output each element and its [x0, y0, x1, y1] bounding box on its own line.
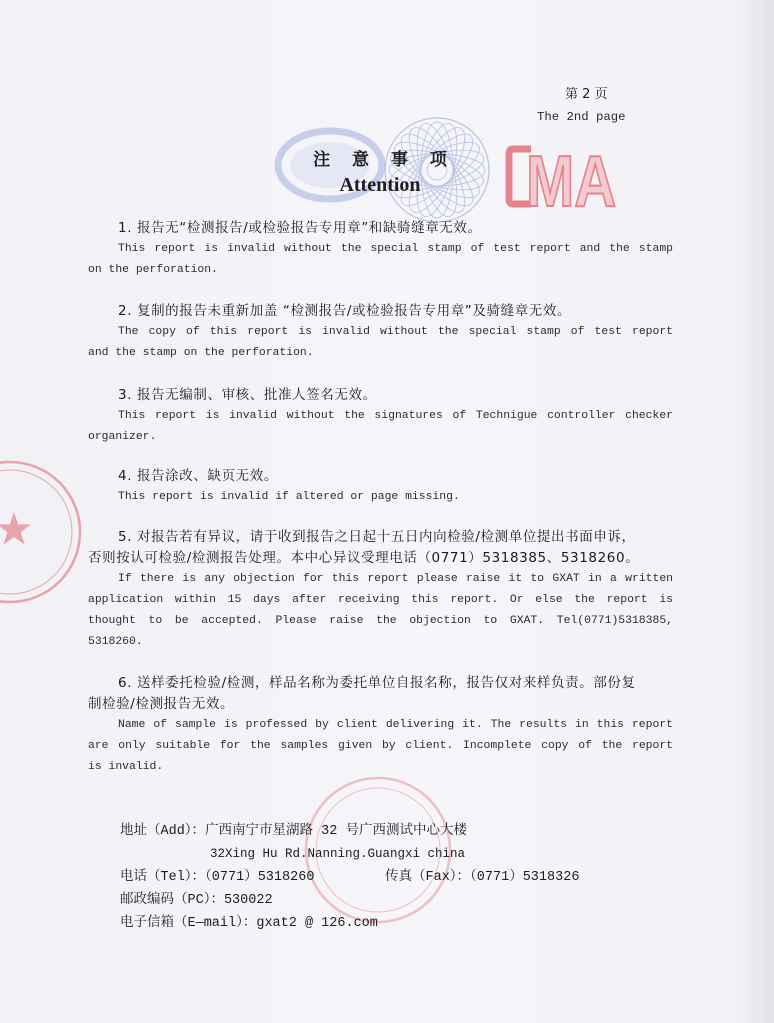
cma-stamp — [509, 141, 616, 222]
postcode: 邮政编码（PC）：530022 — [120, 893, 273, 908]
phone-fax-row — [120, 866, 680, 889]
notice-item-3-en-line-1: This report is invalid without the signatures of Technigue controller checker — [118, 410, 673, 422]
notice-item-6-en-line-3: is invalid. — [88, 761, 164, 773]
notice-item-2-en-line-1: The copy of this report is invalid without the special stamp of test report — [118, 326, 673, 338]
notice-item-5-en-line-3: thought to be accepted. Please raise the objection to GXAT. Tel(0771)5318385, — [88, 615, 673, 627]
address-zh: 地址（Add）：广西南宁市星湖路 32 号广西测试中心大楼 — [120, 824, 467, 839]
notice-item-6-en-line-2: are only suitable for the samples given by client. Incomplete copy of the report — [88, 740, 673, 752]
notice-item-6-zh-line-2: 制检验/检测报告无效。 — [88, 696, 235, 712]
notice-item-4 — [88, 466, 673, 508]
contact-block — [120, 820, 680, 935]
notice-item-2-zh-line-1: 2. 复制的报告未重新加盖 “检测报告/或检验报告专用章”及骑缝章无效。 — [118, 303, 572, 319]
telephone: 电话（Tel）：（0771）5318260 — [120, 870, 315, 885]
notice-item-5-en-line-1: If there is any objection for this report please raise it to GXAT in a written — [118, 573, 673, 585]
notice-item-6-en-line-1: Name of sample is professed by client delivering it. The results in this report — [118, 719, 673, 731]
title-block — [270, 147, 490, 197]
notice-item-5-en-line-2: application within 15 days after receiving this report. Or else the report is — [88, 594, 673, 606]
notice-item-6 — [88, 673, 673, 778]
red-seal-left — [0, 462, 80, 602]
red-seal-left-outer-ring — [0, 462, 80, 602]
notice-item-1-en-line-2: on the perforation. — [88, 264, 218, 276]
notice-item-1 — [88, 218, 673, 281]
page-number-en: The 2nd page — [537, 110, 626, 124]
fax: 传真（Fax）：（0771）5318326 — [385, 870, 580, 885]
star-icon — [0, 512, 31, 545]
red-seal-left-inner-ring — [0, 470, 72, 594]
address-en: 32Xing Hu Rd.Nanning.Guangxi china — [210, 847, 466, 861]
notice-item-5 — [88, 527, 673, 653]
cma-c-fragment — [509, 149, 531, 204]
notice-item-5-zh-line-1: 5. 对报告若有异议，请于收到报告之日起十五日内向检验/检测单位提出书面申诉， — [118, 529, 636, 545]
notice-item-4-en-line-1: This report is invalid if altered or page missing. — [118, 491, 460, 503]
notice-item-3-en-line-2: organizer. — [88, 431, 157, 443]
notice-item-5-zh-line-2: 否则按认可检验/检测报告处理。本中心异议受理电话（0771）5318385、5318260。 — [88, 550, 640, 566]
email: 电子信箱（E—mail）：gxat2 @ 126.com — [120, 916, 378, 931]
title-zh: 注 意 事 项 — [313, 150, 455, 170]
notice-item-3-zh-line-1: 3. 报告无编制、审核、批准人签名无效。 — [118, 387, 377, 403]
page-number-zh: 第 2 页 — [565, 87, 608, 102]
notice-item-5-en-line-4: 5318260. — [88, 636, 143, 648]
title-en: Attention — [339, 174, 421, 196]
notice-item-6-zh-line-1: 6. 送样委托检验/检测，样品名称为委托单位自报名称，报告仅对来样负责。部份复 — [118, 675, 636, 691]
notice-item-2-en-line-2: and the stamp on the perforation. — [88, 347, 314, 359]
notice-item-2 — [88, 301, 673, 364]
notice-item-4-zh-line-1: 4. 报告涂改、缺页无效。 — [118, 468, 278, 484]
notice-item-1-zh-line-1: 1. 报告无“检测报告/或检验报告专用章”和缺骑缝章无效。 — [118, 220, 482, 236]
notice-item-1-en-line-1: This report is invalid without the special stamp of test report and the stamp — [118, 243, 673, 255]
notice-item-3 — [88, 385, 673, 448]
cma-letters: MA — [526, 140, 617, 222]
